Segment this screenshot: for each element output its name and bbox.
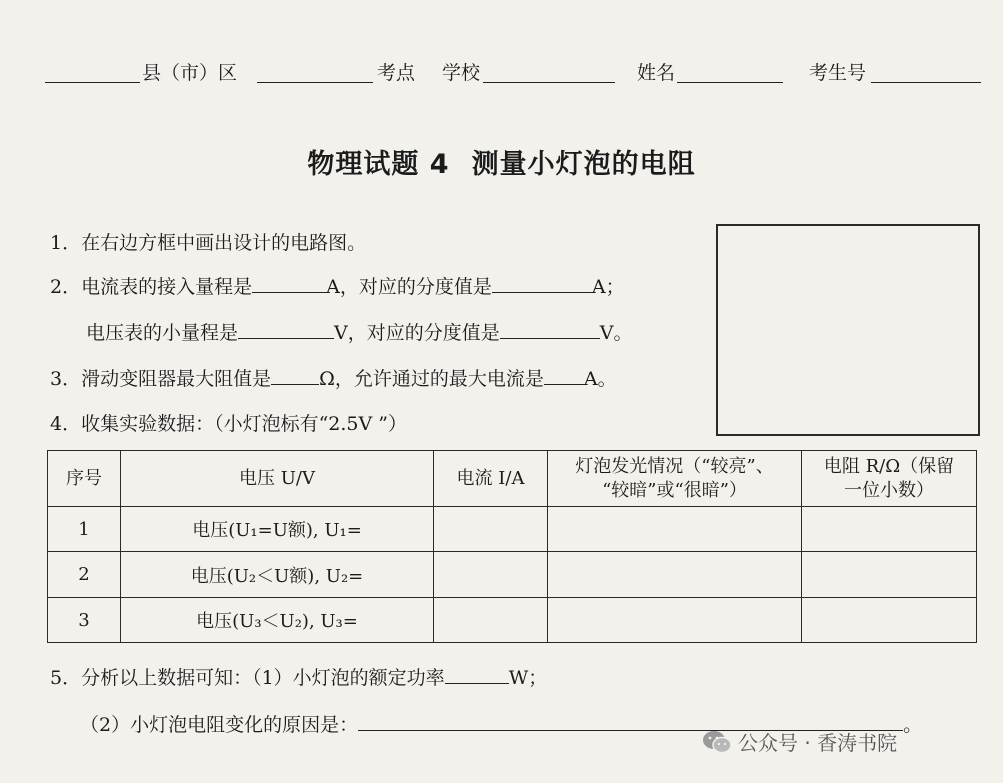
question-number: 4． — [50, 413, 82, 435]
resistance-cell[interactable] — [802, 552, 977, 598]
question-2-ammeter — [50, 272, 625, 299]
page-title — [0, 142, 1003, 181]
question-text: 分析以上数据可知：（1）小灯泡的额定功率 — [81, 667, 445, 689]
table-row — [48, 507, 977, 552]
question-4 — [50, 409, 407, 436]
ammeter-division-blank[interactable] — [492, 272, 592, 293]
watermark — [702, 727, 897, 760]
question-text: V。 — [599, 322, 633, 344]
header-resistance-line1: 电阻 R/Ω（保留 — [823, 455, 955, 477]
brightness-cell[interactable] — [548, 552, 802, 598]
table-header-row — [48, 451, 977, 507]
rheostat-resistance-blank[interactable] — [271, 364, 319, 385]
id-label: 考生号 — [809, 62, 867, 84]
question-text: 在右边方框中画出设计的电路图。 — [81, 232, 367, 254]
question-text: A，对应的分度值是 — [326, 276, 492, 298]
header-brightness-line1: 灯泡发光情况（“较亮”、 — [575, 455, 774, 477]
question-number: 3． — [50, 368, 82, 390]
question-text: 电压表的小量程是 — [86, 322, 239, 344]
table-row — [48, 598, 977, 643]
district-blank[interactable] — [257, 58, 373, 83]
current-cell[interactable] — [434, 507, 548, 552]
watermark-text: 公众号 · 香涛书院 — [738, 731, 898, 755]
question-text: A； — [591, 276, 625, 298]
question-number: 2． — [50, 276, 82, 298]
row-index: 1 — [48, 507, 121, 552]
rated-power-blank[interactable] — [445, 663, 509, 684]
resistance-cell[interactable] — [802, 598, 977, 643]
header-index: 序号 — [48, 451, 121, 507]
question-text: 。 — [903, 714, 923, 736]
school-label: 学校 — [442, 62, 481, 84]
brightness-cell[interactable] — [548, 507, 802, 552]
circuit-diagram-box[interactable] — [716, 224, 980, 436]
exam-header — [45, 58, 985, 94]
county-label: 县（市）区 — [142, 62, 238, 84]
row-index: 2 — [48, 552, 121, 598]
header-brightness — [548, 451, 802, 507]
question-1 — [50, 228, 366, 255]
site-label: 考点 — [377, 62, 416, 84]
school-blank[interactable] — [483, 58, 615, 83]
question-text: W； — [508, 667, 548, 689]
question-5 — [50, 663, 547, 690]
id-blank[interactable] — [871, 58, 981, 83]
question-number: 1． — [50, 232, 82, 254]
ammeter-range-blank[interactable] — [252, 272, 326, 293]
header-brightness-line2: “较暗”或“很暗”） — [602, 479, 747, 501]
question-2-voltmeter — [86, 318, 632, 345]
question-3 — [50, 364, 617, 391]
header-resistance — [802, 451, 977, 507]
header-current: 电流 I/A — [434, 451, 548, 507]
resistance-cell[interactable] — [802, 507, 977, 552]
title-number: 物理试题 4 — [307, 149, 450, 180]
question-text: 电流表的接入量程是 — [81, 276, 253, 298]
question-text: Ω，允许通过的最大电流是 — [319, 368, 544, 390]
voltmeter-range-blank[interactable] — [238, 318, 334, 339]
data-table — [47, 450, 977, 643]
brightness-cell[interactable] — [548, 598, 802, 643]
question-text: A。 — [583, 368, 617, 390]
name-label: 姓名 — [637, 62, 676, 84]
name-blank[interactable] — [677, 58, 783, 83]
rheostat-current-blank[interactable] — [544, 364, 584, 385]
table-row — [48, 552, 977, 598]
question-number: 5． — [50, 667, 82, 689]
row-voltage: 电压(U₃＜U₂), U₃= — [121, 598, 434, 643]
row-index: 3 — [48, 598, 121, 643]
row-voltage: 电压(U₂＜U额), U₂= — [121, 552, 434, 598]
current-cell[interactable] — [434, 598, 548, 643]
current-cell[interactable] — [434, 552, 548, 598]
wechat-icon — [702, 729, 732, 760]
question-text: V，对应的分度值是 — [334, 322, 500, 344]
row-voltage: 电压(U₁=U额), U₁= — [121, 507, 434, 552]
title-text: 测量小灯泡的电阻 — [471, 149, 696, 180]
header-voltage: 电压 U/V — [121, 451, 434, 507]
voltmeter-division-blank[interactable] — [500, 318, 600, 339]
header-resistance-line2: 一位小数） — [844, 479, 934, 501]
question-text: （2）小灯泡电阻变化的原因是： — [80, 714, 359, 736]
question-text: 收集实验数据：（小灯泡标有“2.5V ”） — [81, 413, 407, 435]
question-text: 滑动变阻器最大阻值是 — [81, 368, 272, 390]
county-blank[interactable] — [45, 58, 140, 83]
